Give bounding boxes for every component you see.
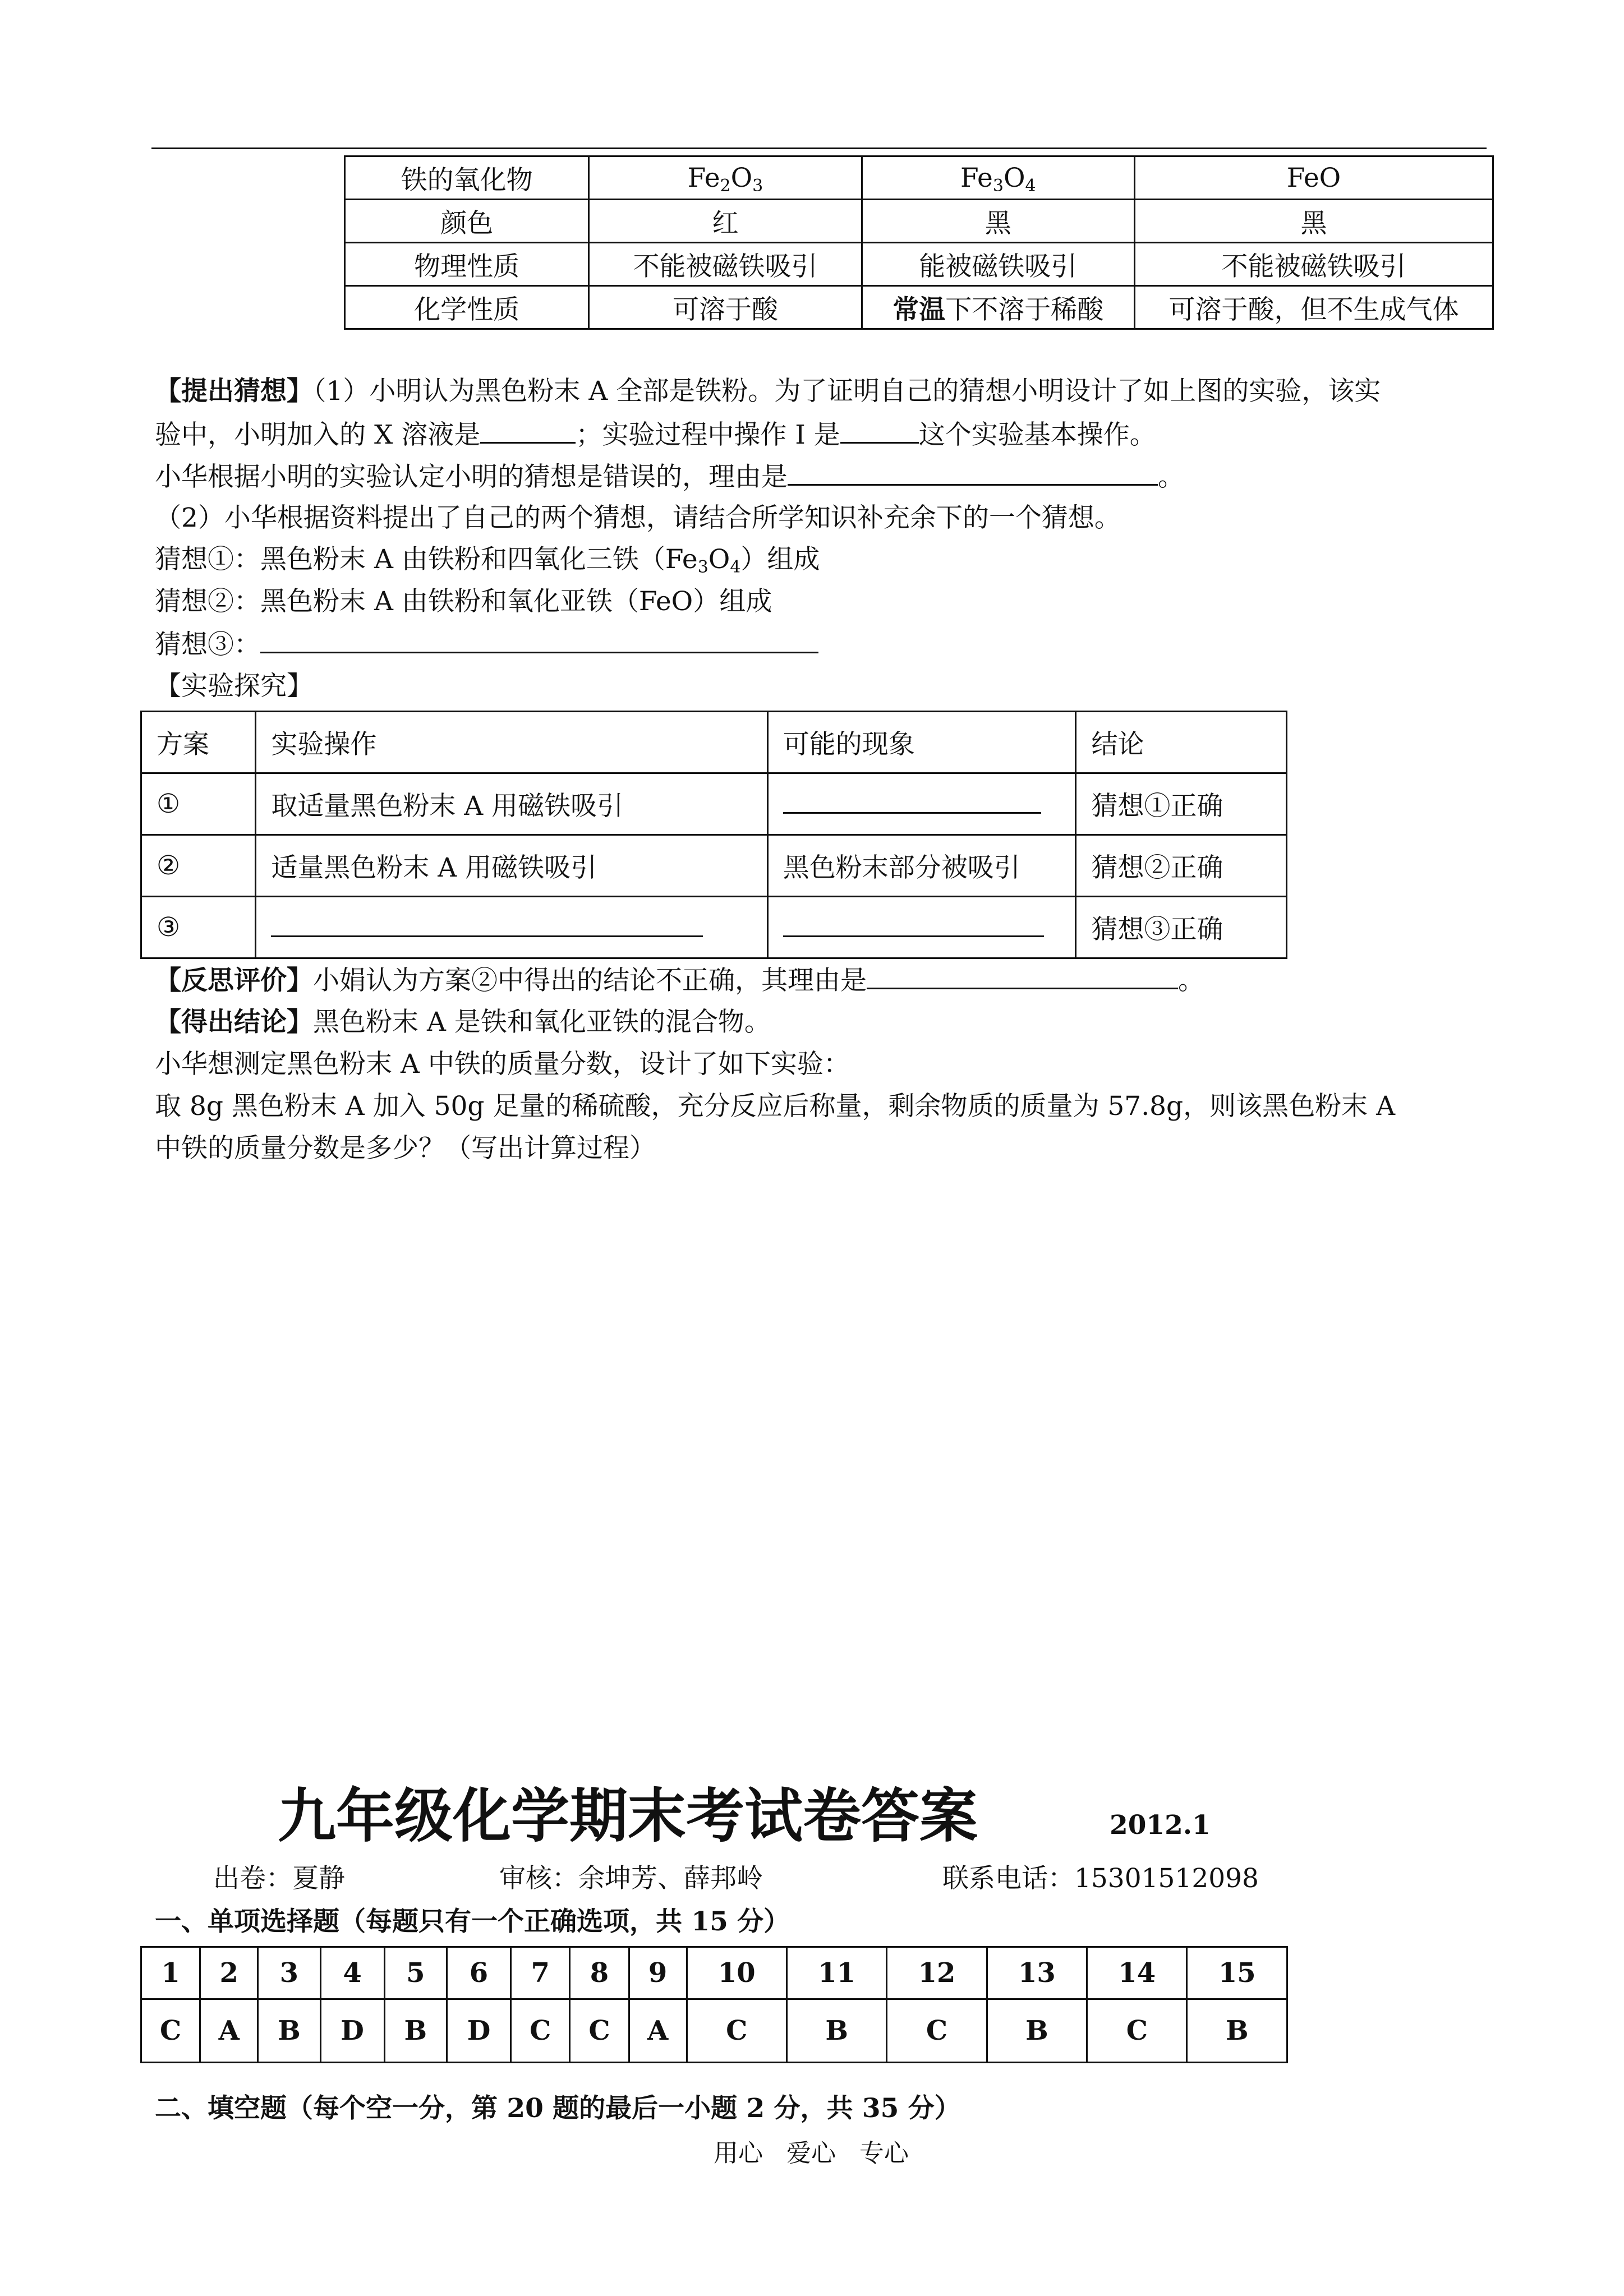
- table-cell: 可溶于酸: [589, 286, 862, 329]
- answer-letter: A: [200, 1999, 258, 2063]
- header-rule: [151, 147, 1487, 149]
- table-cell: [767, 773, 1076, 835]
- table-cell: 黑: [862, 200, 1134, 243]
- text: 小娟认为方案②中得出的结论不正确，其理由是: [313, 965, 867, 996]
- answer-letter: A: [629, 1999, 687, 2063]
- table-cell: 猜想①正确: [1076, 773, 1287, 835]
- table-row: [141, 1999, 1287, 2063]
- conclusion-line: [155, 1006, 771, 1039]
- calc-line-3: 中铁的质量分数是多少？（写出计算过程）: [155, 1133, 656, 1164]
- table-header: 结论: [1076, 712, 1287, 773]
- table-header: 可能的现象: [767, 712, 1076, 773]
- table-cell: ②: [141, 835, 256, 897]
- hypothesis-line-3: [155, 459, 1184, 494]
- table-cell: [767, 897, 1076, 958]
- table-row: [345, 156, 1493, 200]
- guess-1: 猜想①：黑色粉末 A 由铁粉和四氧化三铁$(Fe_3O_4)$组成: [155, 544, 820, 577]
- question-number: 4: [320, 1947, 384, 1999]
- section-1-heading: 一、单项选择题（每题只有一个正确选项，共 15 分）: [155, 1906, 790, 1937]
- answer-letter: B: [786, 1999, 886, 2063]
- answer-letter: B: [1187, 1999, 1287, 2063]
- table-row: [345, 243, 1493, 286]
- table-cell: 猜想③正确: [1076, 897, 1287, 958]
- formula-fe3o4: $Fe_3O_4$: [862, 156, 1134, 200]
- table-cell: 铁的氧化物: [345, 156, 589, 200]
- answer-title: 九年级化学期末考试卷答案: [278, 1781, 978, 1850]
- answer-letter: B: [258, 1999, 320, 2063]
- hypothesis-line-1: [155, 375, 1381, 408]
- question-number: 3: [258, 1947, 320, 1999]
- answer-letter: C: [887, 1999, 987, 2063]
- table-cell: 能被磁铁吸引: [862, 243, 1134, 286]
- question-number: 7: [511, 1947, 570, 1999]
- phone: 联系电话：15301512098: [942, 1863, 1259, 1894]
- section-label: 【提出猜想】: [155, 376, 313, 407]
- table-header: 实验操作: [256, 712, 767, 773]
- answer-blank-reflection[interactable]: [867, 963, 1178, 989]
- section-2-heading: 二、填空题（每个空一分，第 20 题的最后一小题 2 分，共 35 分）: [155, 2093, 961, 2124]
- question-number: 11: [786, 1947, 886, 1999]
- iron-oxide-table: [344, 155, 1494, 330]
- table-cell: 不能被磁铁吸引: [589, 243, 862, 286]
- question-number: 14: [1087, 1947, 1187, 1999]
- table-row: [141, 835, 1287, 897]
- table-cell: ③: [141, 897, 256, 958]
- table-header: 方案: [141, 712, 256, 773]
- hypothesis-line-4: （2）小华根据资料提出了自己的两个猜想，请结合所学知识补充余下的一个猜想。: [155, 502, 1121, 533]
- text: 验中，小明加入的 X 溶液是: [155, 419, 481, 450]
- text: 。: [1158, 462, 1184, 492]
- section-label: 【得出结论】: [155, 1007, 313, 1038]
- table-row: [141, 712, 1287, 773]
- answer-date: 2012.1: [1110, 1810, 1211, 1841]
- text: 。: [1178, 965, 1204, 996]
- experiment-table: [140, 711, 1287, 959]
- formula-fe2o3: $Fe_2O_3$: [589, 156, 862, 200]
- table-row: [345, 286, 1493, 329]
- calc-line-1: 小华想测定黑色粉末 A 中铁的质量分数，设计了如下实验：: [155, 1049, 850, 1080]
- question-number: 15: [1187, 1947, 1287, 1999]
- table-cell: 化学性质: [345, 286, 589, 329]
- question-number: 2: [200, 1947, 258, 1999]
- table-row: [141, 897, 1287, 958]
- table-cell: 适量黑色粉末 A 用磁铁吸引: [256, 835, 767, 897]
- guess-3: [155, 627, 818, 662]
- question-number: 1: [141, 1947, 200, 1999]
- answer-blank-phenomenon-3[interactable]: [783, 911, 1044, 937]
- question-number: 13: [987, 1947, 1087, 1999]
- table-row: [345, 200, 1493, 243]
- answer-key-table: [140, 1946, 1288, 2063]
- answer-letter: D: [447, 1999, 510, 2063]
- text: ；实验过程中操作 I 是: [576, 419, 840, 450]
- table-cell: 物理性质: [345, 243, 589, 286]
- text: 猜想③：: [155, 629, 260, 660]
- footer-slogan: 用心 爱心 专心: [714, 2139, 909, 2168]
- question-number: 10: [687, 1947, 786, 1999]
- table-cell: 常温下不溶于稀酸: [862, 286, 1134, 329]
- table-cell: 取适量黑色粉末 A 用磁铁吸引: [256, 773, 767, 835]
- answer-blank-reason[interactable]: [788, 459, 1158, 486]
- experiment-label: 【实验探究】: [155, 671, 313, 702]
- table-cell: 可溶于酸，但不生成气体: [1134, 286, 1493, 329]
- reviewer: 审核：余坤芳、薛邦岭: [499, 1863, 763, 1894]
- question-number: 6: [447, 1947, 510, 1999]
- table-cell: 颜色: [345, 200, 589, 243]
- answer-letter: B: [987, 1999, 1087, 2063]
- table-cell: 猜想②正确: [1076, 835, 1287, 897]
- answer-letter: D: [320, 1999, 384, 2063]
- author: 出卷：夏静: [213, 1863, 345, 1894]
- answer-letter: B: [384, 1999, 447, 2063]
- table-cell: FeO: [1134, 156, 1493, 200]
- text: 这个实验基本操作。: [918, 419, 1156, 450]
- table-cell: 红: [589, 200, 862, 243]
- answer-letter: C: [570, 1999, 629, 2063]
- answer-blank-operation-3[interactable]: [271, 911, 703, 937]
- answer-letter: C: [511, 1999, 570, 2063]
- answer-blank-phenomenon-1[interactable]: [783, 787, 1041, 814]
- question-number: 9: [629, 1947, 687, 1999]
- answer-letter: C: [1087, 1999, 1187, 2063]
- table-row: [141, 773, 1287, 835]
- text: 黑色粉末 A 是铁和氧化亚铁的混合物。: [313, 1007, 771, 1038]
- answer-letter: C: [687, 1999, 786, 2063]
- guess-2: 猜想②：黑色粉末 A 由铁粉和氧化亚铁（FeO）组成: [155, 586, 772, 617]
- question-number: 5: [384, 1947, 447, 1999]
- question-number: 12: [887, 1947, 987, 1999]
- table-cell: ①: [141, 773, 256, 835]
- answer-blank-operation[interactable]: [840, 417, 919, 444]
- table-row: [141, 1947, 1287, 1999]
- text: 小华根据小明的实验认定小明的猜想是错误的，理由是: [155, 462, 788, 492]
- answer-letter: C: [141, 1999, 200, 2063]
- section-label: 【反思评价】: [155, 965, 313, 996]
- hypothesis-line-2: [155, 417, 1156, 452]
- table-cell: 黑色粉末部分被吸引: [767, 835, 1076, 897]
- text: （1）小明认为黑色粉末 A 全部是铁粉。为了证明自己的猜想小明设计了如上图的实验，该实: [313, 376, 1381, 407]
- reflection-line: [155, 963, 1204, 998]
- table-cell: 黑: [1134, 200, 1493, 243]
- calc-line-2: 取 8g 黑色粉末 A 加入 50g 足量的稀硫酸，充分反应后称量，剩余物质的质量为 57.8g，则该黑色粉末 A: [155, 1091, 1396, 1122]
- table-cell: 不能被磁铁吸引: [1134, 243, 1493, 286]
- answer-blank-guess-3[interactable]: [260, 627, 818, 653]
- table-cell: [256, 897, 767, 958]
- answer-blank-x-solution[interactable]: [480, 417, 576, 444]
- question-number: 8: [570, 1947, 629, 1999]
